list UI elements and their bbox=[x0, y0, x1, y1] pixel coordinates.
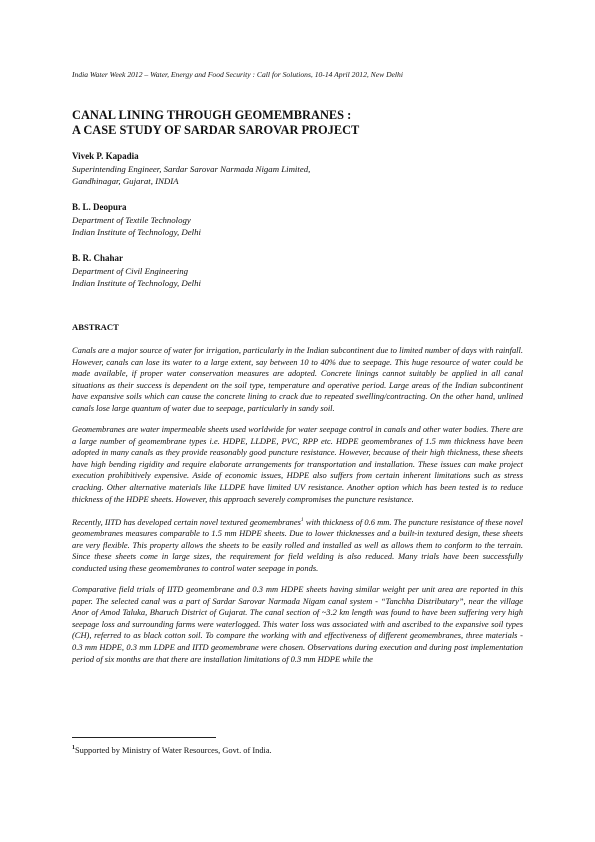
abstract-paragraph: Canals are a major source of water for irrigation, particularly in the Indian subcontinent due to limited number of days with rainfall. However, canals can lose its water to a large extent, say between 10 to 40% due to seepage. This huge resource of water could be made available, if proper water conservation measures are adopted. Concrete linings cannot suitably be applied in all canal situations as their success is dependent on the soil type, temperature and operative period. Large areas of the Indian subcontinent have expansive soils which can cause the concrete lining to crack due to repeated swelling/contracting. On the other hand, unlined canals lose large quantum of water due to seepage, particularly in sandy soil. bbox=[72, 345, 523, 413]
abstract-paragraph bbox=[72, 515, 523, 575]
author-name: B. L. Deopura bbox=[72, 202, 127, 212]
footnote-text: Supported by Ministry of Water Resources, Govt. of India. bbox=[75, 745, 272, 755]
paragraph-text: Recently, IITD has developed certain novel textured geomembranes bbox=[72, 516, 301, 527]
footnote-reference[interactable]: 1 bbox=[300, 516, 304, 523]
author-name: B. R. Chahar bbox=[72, 253, 124, 263]
title-line-1: CANAL LINING THROUGH GEOMEMBRANES : bbox=[72, 108, 352, 122]
author-affiliation-line: Indian Institute of Technology, Delhi bbox=[72, 278, 201, 288]
author-affiliation-line: Department of Civil Engineering bbox=[72, 266, 189, 276]
footnote-marker: 1 bbox=[72, 745, 75, 751]
author-3 bbox=[72, 252, 523, 289]
author-affiliation-line: Gandhinagar, Gujarat, INDIA bbox=[72, 176, 179, 186]
abstract-paragraph: Geomembranes are water impermeable sheets used worldwide for water seepage control in canals and other water bodies. There are a large number of geomembrane types i.e. HDPE, LLDPE, PVC, RPP etc. HDPE geomembranes of 1.5 mm thickness have been adopted in many canals as they provide reasonably good puncture resistance. However, because of their high thickness, these sheets have high bending rigidity and require elaborate arrangements for transportation and installation. These issues can make project execution prohibitively expensive. Aside of economic issues, HDPE also suffers from certain inherent limitations such as stress cracking. Other alternative materials like LLDPE have limited UV resistance. Another option which has been tested is to reduce thickness of the HDPE sheets. However, this approach severely compromises the puncture resistance. bbox=[72, 424, 523, 504]
author-1 bbox=[72, 150, 523, 187]
paragraph-text: with thickness of 0.6 mm. The puncture resistance of these novel geomembranes measures comparable to 1.5 mm HDPE sheets. Due to lower thicknesses and a built-in textured design, these sheets are very flexible. This property allows the sheets to be easily rolled and installed as well as allows them to conform to the terrain. Since these sheets come in large sizes, the requirement for field welding is also reduced. Many trials have been successfully conducted using these geomembranes to control water seepage in ponds. bbox=[72, 516, 523, 573]
paper-title bbox=[72, 108, 523, 138]
author-affiliation-line: Department of Textile Technology bbox=[72, 215, 191, 225]
running-header: India Water Week 2012 – Water, Energy and Food Security : Call for Solutions, 10-14 April 2012, New Delhi bbox=[72, 70, 403, 79]
footnote bbox=[72, 745, 272, 755]
abstract-body bbox=[72, 345, 523, 675]
author-name: Vivek P. Kapadia bbox=[72, 151, 139, 161]
abstract-heading: ABSTRACT bbox=[72, 322, 119, 332]
footnote-divider bbox=[72, 737, 216, 738]
author-affiliation-line: Indian Institute of Technology, Delhi bbox=[72, 227, 201, 237]
abstract-paragraph: Comparative field trials of IITD geomembrane and 0.3 mm HDPE sheets having similar weight per unit area are reported in this paper. The selected canal was a part of Sardar Sarovar Narmada Nigam canal system - “Tanchha Distributary”, near the village Anor of Amod Taluka, Bharuch District of Gujarat. The canal section of ~3.2 km length was found to have been suffering very high seepage loss and surrounding farms were waterlogged. This water loss was associated with and ascribed to the expansive soil types (CH), referred to as black cotton soil. To compare the working with and effectiveness of different geomembranes, three materials - 0.3 mm HDPE, 0.3 mm LDPE and IITD geomembrane were chosen. Observations during execution and during post implementation period of six months are that there are installation limitations of 0.3 mm HDPE while the bbox=[72, 584, 523, 664]
author-affiliation-line: Superintending Engineer, Sardar Sarovar Narmada Nigam Limited, bbox=[72, 164, 311, 174]
title-line-2: A CASE STUDY OF SARDAR SAROVAR PROJECT bbox=[72, 123, 360, 137]
author-2 bbox=[72, 201, 523, 238]
